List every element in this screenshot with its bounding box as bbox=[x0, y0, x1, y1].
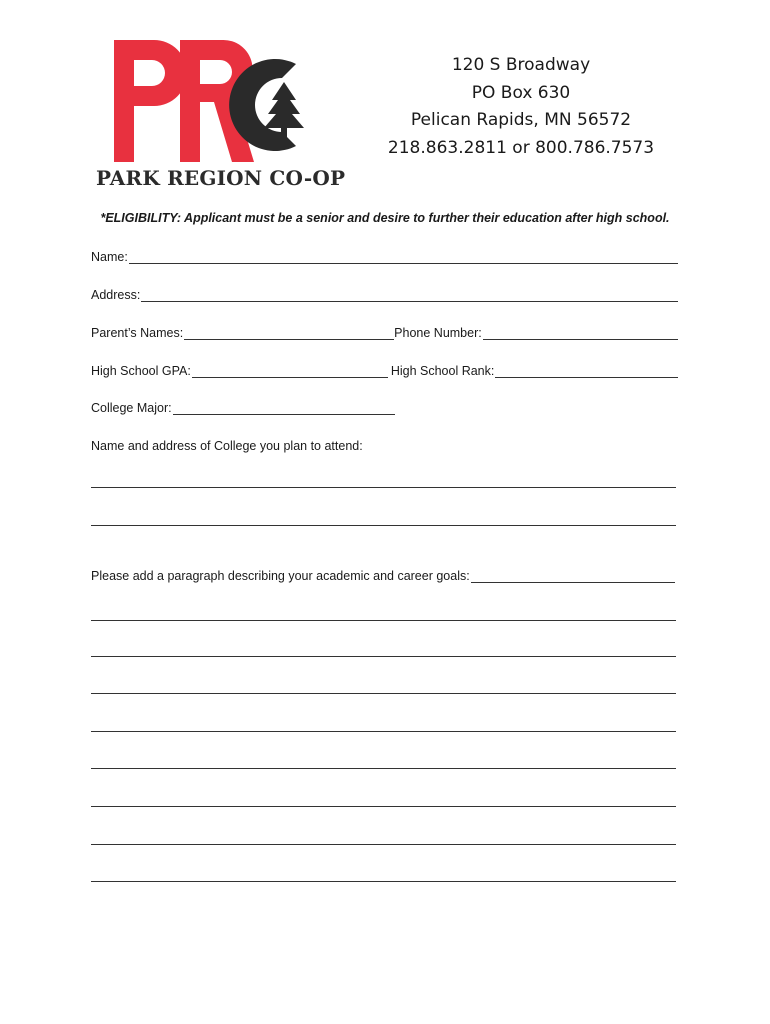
goals-row bbox=[91, 567, 675, 583]
phone-field[interactable] bbox=[483, 327, 678, 340]
gpa-label: High School GPA: bbox=[91, 364, 191, 378]
logo-mark bbox=[96, 34, 326, 164]
eligibility-note: *ELIGIBILITY: Applicant must be a senior and desire to further their education after high school. bbox=[100, 211, 670, 225]
rank-label: High School Rank: bbox=[390, 364, 495, 378]
org-name: PARK REGION CO-OP bbox=[96, 166, 346, 190]
parents-label: Parent’s Names: bbox=[91, 326, 184, 340]
address-label: Address: bbox=[91, 288, 141, 302]
park-region-logo bbox=[96, 34, 346, 194]
address-row bbox=[91, 286, 678, 302]
goals-line-6[interactable] bbox=[91, 805, 676, 807]
parents-phone-row bbox=[91, 324, 678, 340]
major-field[interactable] bbox=[173, 402, 395, 415]
phone-line: 218.863.2811 or 800.786.7573 bbox=[387, 137, 655, 158]
parents-field[interactable] bbox=[184, 327, 394, 340]
college-line-2[interactable] bbox=[91, 524, 676, 526]
address-line: 120 S Broadway bbox=[451, 55, 591, 75]
name-field[interactable] bbox=[129, 251, 678, 264]
phone-label: Phone Number: bbox=[394, 326, 482, 340]
goals-line-1[interactable] bbox=[91, 619, 676, 621]
goals-line-4[interactable] bbox=[91, 730, 676, 732]
gpa-field[interactable] bbox=[192, 365, 388, 378]
address-line: PO Box 630 bbox=[471, 82, 571, 103]
major-row bbox=[91, 399, 395, 415]
college-line-1[interactable] bbox=[91, 486, 676, 488]
goals-line-2[interactable] bbox=[91, 655, 676, 657]
rank-field[interactable] bbox=[495, 365, 678, 378]
college-label: Name and address of College you plan to attend: bbox=[91, 439, 363, 453]
goals-line-5[interactable] bbox=[91, 767, 676, 769]
name-label: Name: bbox=[91, 250, 128, 264]
college-row bbox=[91, 437, 678, 453]
name-row bbox=[91, 248, 678, 264]
goals-line-7[interactable] bbox=[91, 843, 676, 845]
logo-letter-p bbox=[114, 40, 187, 162]
address-line: Pelican Rapids, MN 56572 bbox=[410, 110, 632, 130]
goals-line-8[interactable] bbox=[91, 880, 676, 882]
address-block bbox=[386, 52, 656, 162]
goals-line-3[interactable] bbox=[91, 692, 676, 694]
major-label: College Major: bbox=[91, 401, 172, 415]
address-field[interactable] bbox=[141, 289, 678, 302]
goals-field[interactable] bbox=[471, 570, 675, 583]
gpa-rank-row bbox=[91, 362, 678, 378]
goals-label: Please add a paragraph describing your academic and career goals: bbox=[91, 569, 470, 583]
